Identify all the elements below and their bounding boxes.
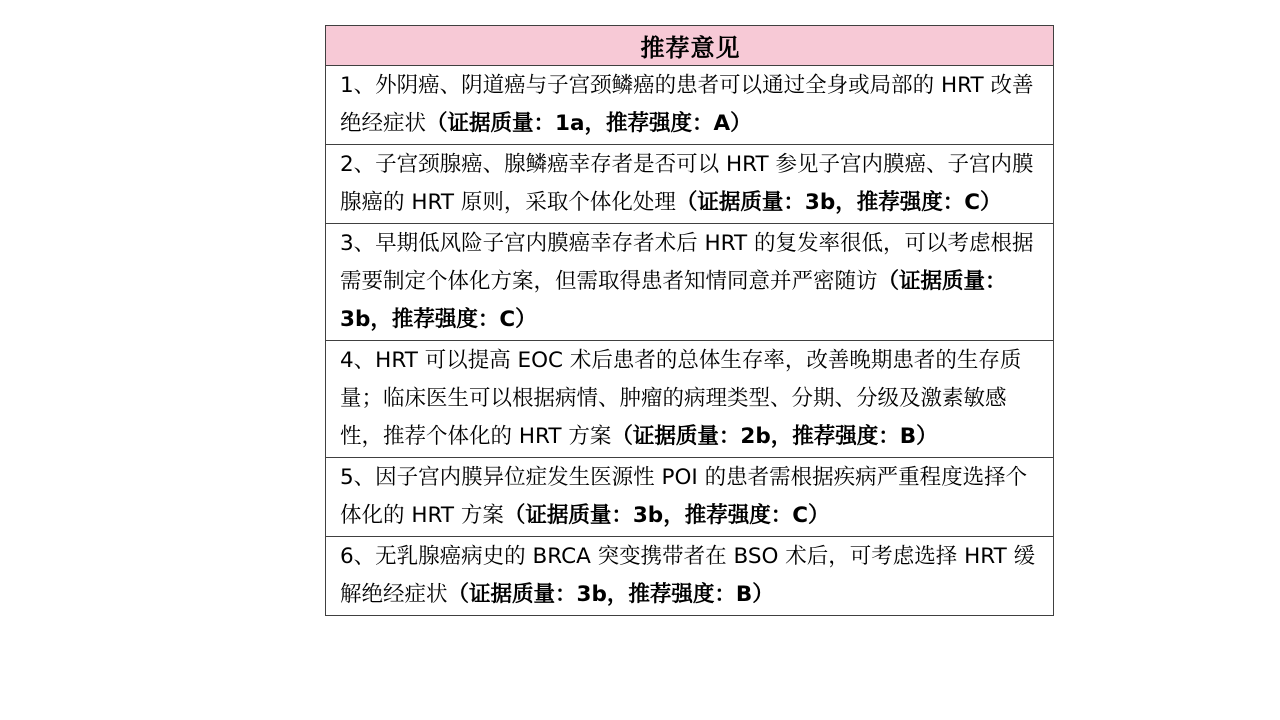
table-header: 推荐意见 bbox=[326, 26, 1054, 66]
recommendation-cell bbox=[326, 341, 1054, 458]
recommendation-text: 5、因子宫内膜异位症发生医源性 POI 的患者需根据疾病严重程度选择个体化的 HRT 方案 bbox=[340, 465, 1028, 528]
evidence-rating: （证据质量：3b，推荐强度：C） bbox=[340, 269, 1007, 332]
recommendation-text: 4、HRT 可以提高 EOC 术后患者的总体生存率，改善晚期患者的生存质量；临床医生可以根据病情、肿瘤的病理类型、分期、分级及激素敏感性，推荐个体化的 HRT 方案 bbox=[340, 348, 1022, 449]
table-row bbox=[326, 145, 1054, 224]
recommendation-cell bbox=[326, 224, 1054, 341]
evidence-rating: （证据质量：2b，推荐强度：B） bbox=[611, 424, 938, 449]
recommendation-table bbox=[325, 25, 1054, 616]
evidence-rating: （证据质量：1a，推荐强度：A） bbox=[426, 111, 752, 136]
evidence-rating: （证据质量：3b，推荐强度：B） bbox=[447, 582, 774, 607]
table-row bbox=[326, 537, 1054, 616]
recommendation-cell bbox=[326, 537, 1054, 616]
table-row bbox=[326, 224, 1054, 341]
table-row bbox=[326, 341, 1054, 458]
evidence-rating: （证据质量：3b，推荐强度：C） bbox=[503, 503, 830, 528]
recommendation-text: 3、早期低风险子宫内膜癌幸存者术后 HRT 的复发率很低，可以考虑根据需要制定个体化方案，但需取得患者知情同意并严密随访 bbox=[340, 231, 1034, 294]
table-header-row bbox=[326, 26, 1054, 66]
recommendation-text: 2、子宫颈腺癌、腺鳞癌幸存者是否可以 HRT 参见子宫内膜癌、子宫内膜腺癌的 HRT 原则，采取个体化处理 bbox=[340, 152, 1034, 215]
recommendation-cell bbox=[326, 66, 1054, 145]
recommendation-text: 6、无乳腺癌病史的 BRCA 突变携带者在 BSO 术后，可考虑选择 HRT 缓解绝经症状 bbox=[340, 544, 1036, 607]
recommendation-cell bbox=[326, 145, 1054, 224]
recommendation-text: 1、外阴癌、阴道癌与子宫颈鳞癌的患者可以通过全身或局部的 HRT 改善绝经症状 bbox=[340, 73, 1034, 136]
table-row bbox=[326, 66, 1054, 145]
evidence-rating: （证据质量：3b，推荐强度：C） bbox=[675, 190, 1002, 215]
recommendation-cell bbox=[326, 458, 1054, 537]
table-row bbox=[326, 458, 1054, 537]
